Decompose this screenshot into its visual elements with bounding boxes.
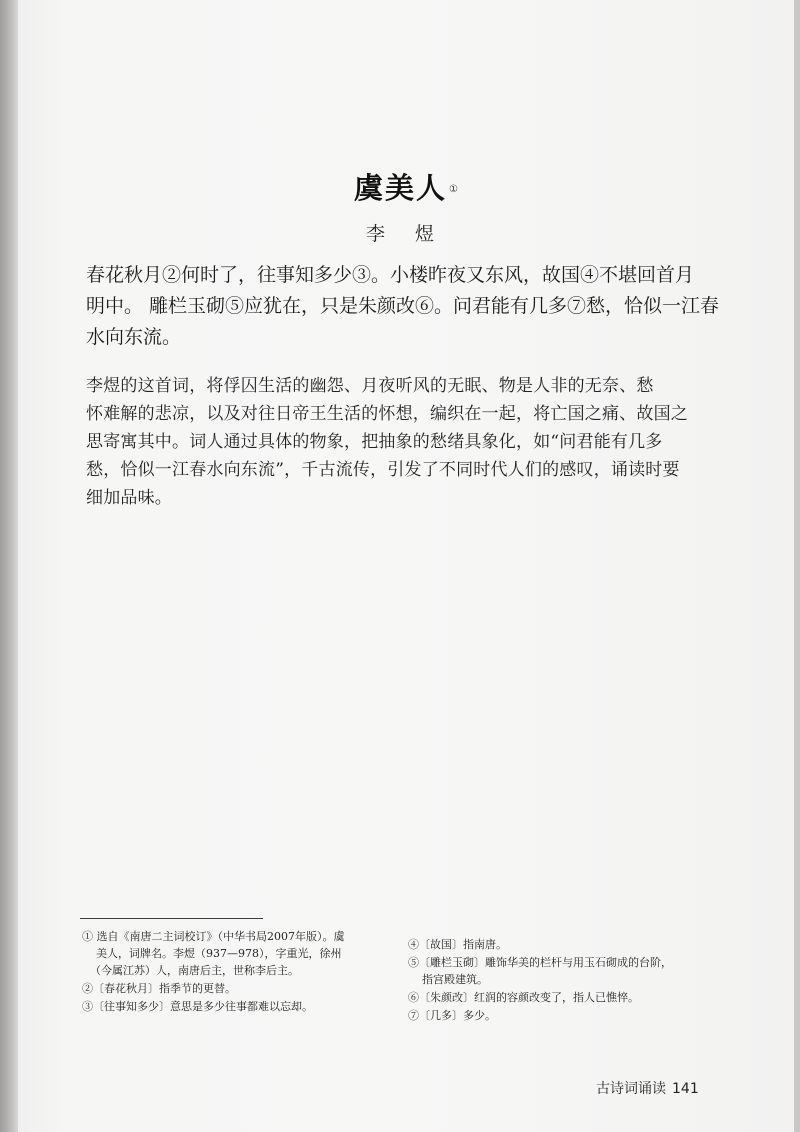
poem-body <box>86 260 720 353</box>
footnotes-left-column <box>82 928 362 1016</box>
poem-author: 李 煜 <box>365 223 447 245</box>
footnote-item <box>408 936 708 953</box>
section-label: 古诗词诵读 <box>596 1081 666 1097</box>
footnote-line: ④〔故国〕指南唐。 <box>408 938 507 951</box>
footnote-item <box>408 1007 708 1024</box>
book-spine-shadow <box>0 0 18 1132</box>
poem-line: 春花秋月②何时了，往事知多少③。小楼昨夜又东风，故国④不堪回首月 <box>86 264 695 286</box>
footnote-item <box>82 980 362 997</box>
footnote-divider <box>80 918 263 919</box>
footnote-item <box>82 928 362 979</box>
poem-line: 水向东流。 <box>86 326 182 348</box>
poem-line: 明中。 雕栏玉砌⑤应犹在，只是朱颜改⑥。问君能有几多⑦愁，恰似一江春 <box>86 295 720 317</box>
footnotes-right-column <box>408 936 708 1025</box>
footnote-line: ⑦〔几多〕多少。 <box>408 1009 496 1022</box>
commentary-line: 细加品味。 <box>86 488 172 508</box>
footnote-line: ① 选自《南唐二主词校订》（中华书局2007年版）。虞 <box>82 930 345 943</box>
commentary-paragraph <box>86 372 686 512</box>
footnote-line: 美人，词牌名。李煜（937—978），字重光，徐州 <box>96 947 342 960</box>
footnote-item <box>82 998 362 1015</box>
footnote-line: 指宫殿建筑。 <box>422 973 488 986</box>
commentary-line: 愁，恰似一江春水向东流”，千古流传，引发了不同时代人们的感叹，诵读时要 <box>86 460 680 480</box>
commentary-line: 思寄寓其中。词人通过具体的物象，把抽象的愁绪具象化，如“问君能有几多 <box>86 432 663 452</box>
poem-title: 虞美人 <box>354 171 448 205</box>
title-note-marker: ① <box>449 183 458 195</box>
footnote-line: ⑤〔雕栏玉砌〕雕饰华美的栏杆与用玉石砌成的台阶， <box>408 956 672 969</box>
footnote-line: ②〔春花秋月〕指季节的更替。 <box>82 982 236 995</box>
commentary-line: 怀难解的悲凉，以及对往日帝王生活的怀想，编织在一起，将亡国之痛、故国之 <box>86 404 688 424</box>
footnote-line: ⑥〔朱颜改〕红润的容颜改变了，指人已憔悴。 <box>408 991 639 1004</box>
footnote-item <box>408 954 708 988</box>
title-block <box>18 166 794 207</box>
page-number: 141 <box>672 1081 699 1097</box>
book-page <box>18 0 794 1132</box>
footnote-item <box>408 989 708 1006</box>
commentary-line: 李煜的这首词，将俘囚生活的幽怨、月夜听风的无眠、物是人非的无奈、愁 <box>86 376 654 396</box>
footnote-line: （今属江苏）人，南唐后主，世称李后主。 <box>90 964 299 977</box>
page-footer <box>596 1078 766 1098</box>
footnote-line: ③〔往事知多少〕意思是多少往事都难以忘却。 <box>82 1000 313 1013</box>
